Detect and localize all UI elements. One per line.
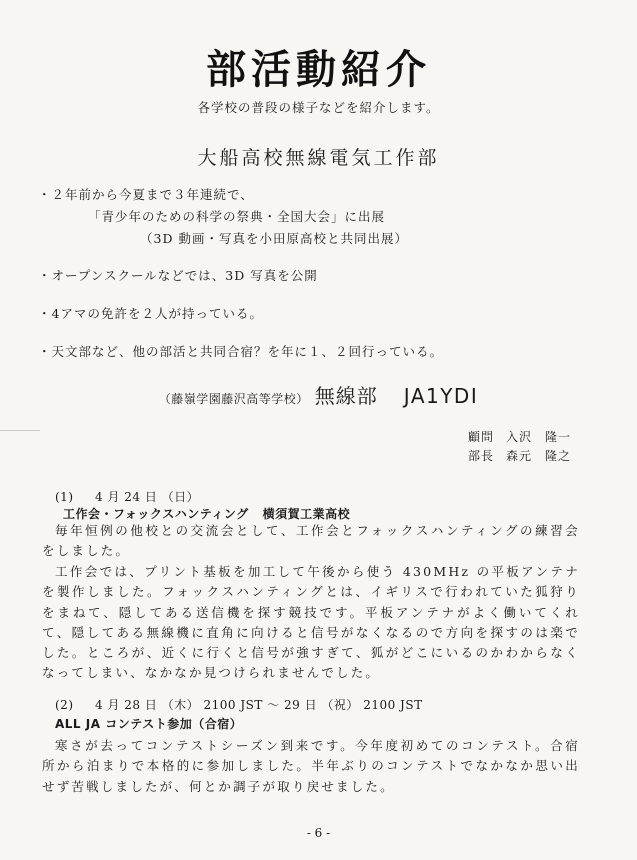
staff-name: 入沢 隆一 [506, 430, 572, 444]
event-title: 工作会・フォックスハンティング [63, 507, 249, 521]
bullet-item: ・天文部など、他の部活と共同合宿？を年に１、２回行っている。 [38, 344, 444, 359]
bullet-item: ・オープンスクールなどでは、3D 写真を公開 [38, 268, 318, 283]
club-name: 無線部 [314, 384, 378, 408]
event-header [55, 488, 199, 505]
event-number: (1) [55, 490, 74, 504]
staff-row [468, 428, 590, 445]
event-title: ALL JA コンテスト参加（合宿） [55, 717, 243, 731]
staff-row [468, 447, 590, 464]
event-title-row [63, 505, 350, 522]
staff-name: 森元 隆之 [506, 449, 572, 463]
event-title-row [55, 715, 242, 732]
page-subtitle: 各学校の普段の様子などを紹介します。 [197, 100, 440, 115]
bullet-item: （3D 動画・写真を小田原高校と共同出展） [140, 231, 408, 246]
page-number: - 6 - [306, 826, 331, 840]
callsign: JA1YDI [403, 384, 479, 408]
bullet-item: ・4アマの免許を２人が持っている。 [38, 306, 263, 321]
event-paragraph: 毎年恒例の他校との交流会として、工作会とフォックスハンティングの練習会をしました。 [42, 523, 580, 559]
divider [0, 430, 40, 431]
club-title-fujisawa [0, 380, 637, 409]
event-number: (2) [55, 698, 74, 712]
school-name: （藤嶺学園藤沢高等学校） [158, 392, 309, 406]
event-venue: 横須賀工業高校 [262, 507, 351, 521]
staff-role: 部長 [468, 449, 495, 463]
event-date: 4 月 28 日 （木） 2100 JST 〜 29 日 （祝） 2100 JST [95, 698, 423, 712]
event-header [55, 696, 423, 713]
club-title-ofuna: 大船高校無線電気工作部 [197, 147, 440, 169]
bullet-item: 「青少年のための科学の祭典・全国大会」に出展 [88, 209, 386, 224]
event-paragraph: 寒さが去ってコンテストシーズン到来です。今年度初めてのコンテスト。合宿所から泊まりで本格的に参加しました。半年ぶりのコンテストでなかなか思い出せず苦戦しましたが、何とか調子が取り戻せました。 [42, 738, 580, 794]
bullet-item: ・２年前から今夏まで３年連続で、 [38, 187, 254, 202]
staff-role: 顧問 [468, 430, 495, 444]
event-date: 4 月 24 日 （日） [95, 490, 200, 504]
page-title: 部活動紹介 [206, 47, 431, 93]
event-paragraph: 工作会では、プリント基板を加工して午後から使う 430MHz の平板アンテナを製作しました。フォックスハンティングとは、イギリスで行われていた狐狩りをまねて、隠してある送信機を探す競技です。平板アンテナがよく働いてくれて、隠してある無線機に直角に向けると信号がなくなるので方向を探すのは楽でした。ところが、近くに行くと信号が強すぎて、狐がどこにいるのかわからなくなってしまい、なかなか見つけられませんでした。 [42, 564, 580, 681]
